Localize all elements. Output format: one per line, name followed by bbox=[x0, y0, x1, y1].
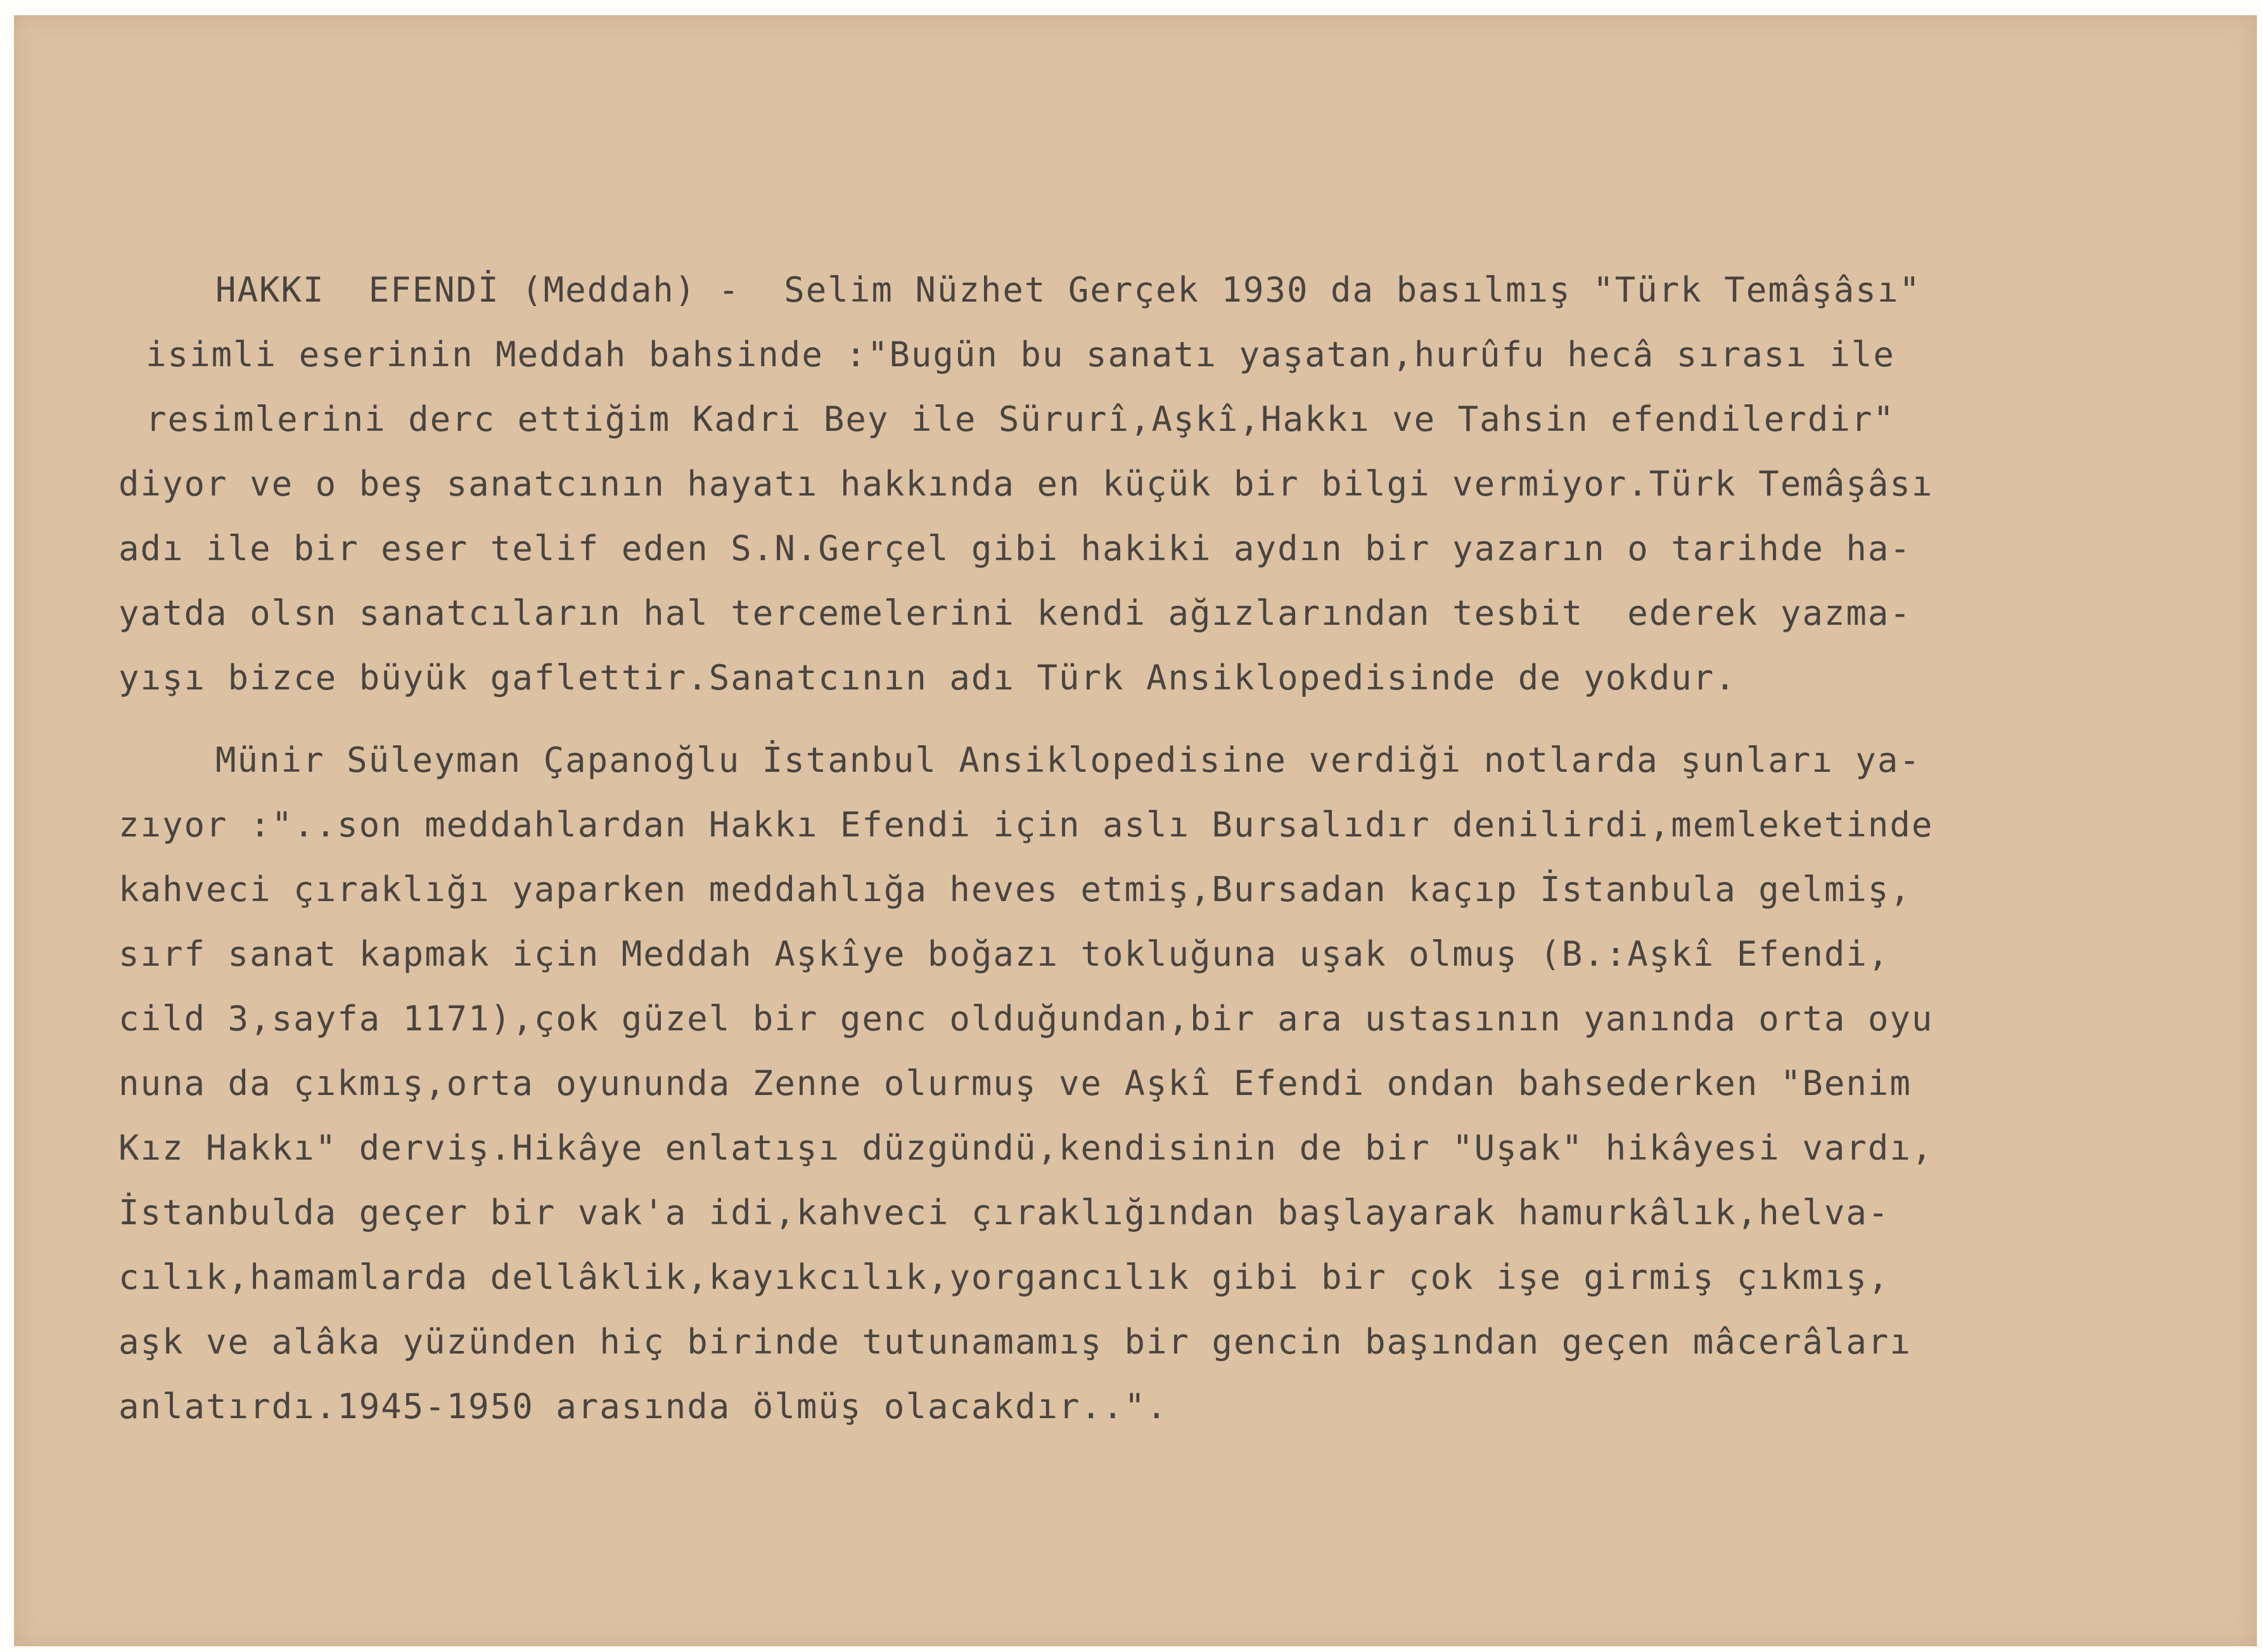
text-line: kahveci çıraklığı yaparken meddahlığa heves etmiş,Bursadan kaçıp İstanbula gelmiş, bbox=[118, 869, 1912, 909]
text-line: yışı bizce büyük gaflettir.Sanatcının adı Türk Ansiklopedisinde de yokdur. bbox=[118, 658, 1737, 698]
text-line: sırf sanat kapmak için Meddah Aşkîye boğazı tokluğuna uşak olmuş (B.:Aşkî Efendi, bbox=[118, 934, 1890, 974]
text-line: adı ile bir eser telif eden S.N.Gerçel gibi hakiki aydın bir yazarın o tarihde ha- bbox=[118, 528, 1912, 568]
text-line: isimli eserinin Meddah bahsinde :"Bugün bu sanatı yaşatan,hurûfu hecâ sırası ile bbox=[146, 335, 1895, 375]
text-line: Münir Süleyman Çapanoğlu İstanbul Ansiklopedisine verdiği notlarda şunları ya- bbox=[215, 740, 1921, 780]
text-line: cild 3,sayfa 1171),çok güzel bir genc olduğundan,bir ara ustasının yanında orta oyu bbox=[118, 999, 1934, 1039]
text-line: aşk ve alâka yüzünden hiç birinde tutunamamış bir gencin başından geçen mâcerâları bbox=[118, 1322, 1912, 1362]
text-line: anlatırdı.1945-1950 arasında ölmüş olacakdır..". bbox=[118, 1386, 1168, 1426]
text-line: Kız Hakkı" derviş.Hikâye enlatışı düzgündü,kendisinin de bir "Uşak" hikâyesi vardı, bbox=[118, 1128, 1934, 1168]
text-line: nuna da çıkmış,orta oyununda Zenne olurmuş ve Aşkî Efendi ondan bahsederken "Benim bbox=[118, 1063, 1912, 1103]
text-line: zıyor :"..son meddahlardan Hakkı Efendi için aslı Bursalıdır denilirdi,memleketinde bbox=[118, 805, 1934, 845]
text-line: cılık,hamamlarda dellâklik,kayıkcılık,yorgancılık gibi bir çok işe girmiş çıkmış, bbox=[118, 1257, 1890, 1297]
text-line: İstanbulda geçer bir vak'a idi,kahveci çıraklığından başlayarak hamurkâlık,helva- bbox=[118, 1193, 1890, 1233]
text-line: HAKKI EFENDİ (Meddah) - Selim Nüzhet Gerçek 1930 da basılmış "Türk Temâşâsı" bbox=[215, 270, 1921, 310]
text-line: yatda olsn sanatcıların hal tercemelerini kendi ağızlarından tesbit ederek yazma- bbox=[118, 593, 1912, 633]
text-line: resimlerini derc ettiğim Kadri Bey ile Sürurî,Aşkî,Hakkı ve Tahsin efendilerdir" bbox=[146, 399, 1895, 439]
text-line: diyor ve o beş sanatcının hayatı hakkında en küçük bir bilgi vermiyor.Türk Temâşâsı bbox=[118, 464, 1934, 504]
typed-page bbox=[14, 15, 2257, 1646]
